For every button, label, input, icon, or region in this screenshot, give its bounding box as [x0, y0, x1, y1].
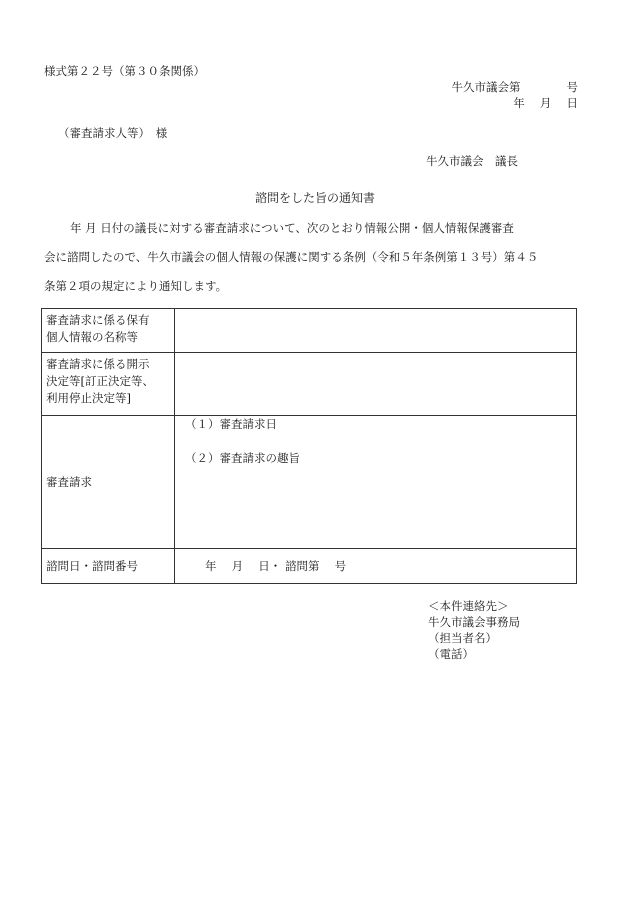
table-row [42, 353, 577, 416]
value-personal-info-name[interactable] [175, 309, 577, 353]
contact-person: （担当者名） [428, 631, 497, 645]
label-personal-info-name [42, 309, 175, 353]
contact-phone: （電話） [428, 647, 474, 661]
label-line: 個人情報の名称等 [46, 330, 138, 344]
label-line: 審査請求に係る開示 [46, 357, 150, 371]
document-date: 年 月 日 [513, 96, 578, 110]
value-inquiry-date-number[interactable]: 年 月 日・ 諮問第 号 [175, 549, 577, 584]
body-line-1: 年 月 日付の議長に対する審査請求について、次のとおり情報公開・個人情報保護審査 [70, 221, 514, 235]
label-disclosure-decision [42, 353, 175, 416]
table-row [42, 416, 577, 549]
addressee: （審査請求人等） 様 [58, 126, 168, 140]
label-inquiry-date-number: 諮問日・諮問番号 [42, 549, 175, 584]
table-row [42, 549, 577, 584]
table-row [42, 309, 577, 353]
form-number: 様式第２２号（第３０条関係） [44, 64, 205, 78]
label-request: 審査請求 [42, 416, 175, 549]
label-line: 審査請求に係る保有 [46, 313, 150, 327]
request-purpose-label: （２）審査請求の趣旨 [185, 451, 300, 465]
label-line: 決定等[訂正決定等、 [46, 374, 154, 388]
document-title: 諮問をした旨の通知書 [254, 191, 375, 205]
value-disclosure-decision[interactable] [175, 353, 577, 416]
value-request[interactable] [175, 416, 577, 549]
label-line: 利用停止決定等] [46, 391, 131, 405]
body-line-2: 会に諮問したので、牛久市議会の個人情報の保護に関する条例（令和５年条例第１３号）第４５ [44, 250, 539, 264]
body-text [44, 214, 584, 301]
contact-heading: ＜本件連絡先＞ [428, 599, 509, 613]
form-table [41, 308, 577, 584]
sender: 牛久市議会 議長 [426, 154, 518, 168]
body-line-3: 条第２項の規定により通知します。 [44, 279, 228, 293]
contact-office: 牛久市議会事務局 [428, 615, 520, 629]
document-number: 牛久市議会第 号 [451, 80, 578, 94]
request-date-label: （１）審査請求日 [185, 417, 277, 431]
